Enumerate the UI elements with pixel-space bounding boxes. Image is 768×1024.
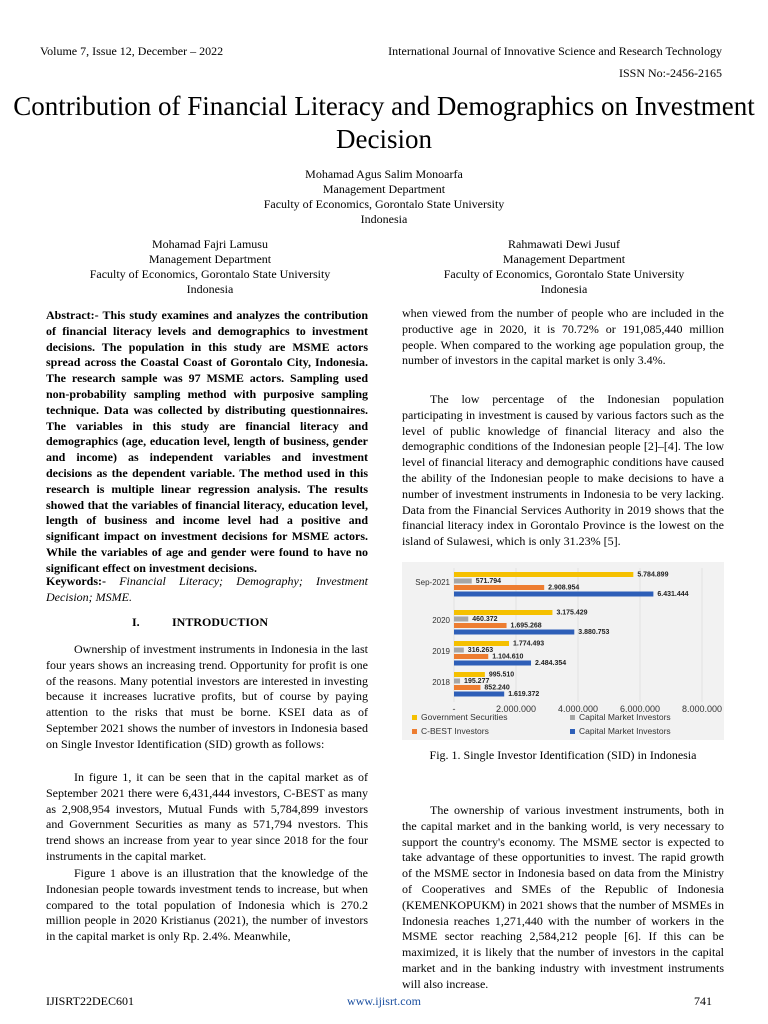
data-label: 852.240 <box>484 684 510 692</box>
url-link[interactable]: www.ijisrt.com <box>347 994 421 1008</box>
legend-entry: Capital Market Investors <box>579 712 671 722</box>
author-country: Indonesia <box>186 282 234 296</box>
author-3 <box>396 237 732 297</box>
legend-swatch <box>412 715 417 720</box>
author-dept: Management Department <box>502 252 626 266</box>
author-name: Mohamad Fajri Lamusu <box>152 237 268 251</box>
issn: ISSN No:-2456-2165 <box>618 66 722 80</box>
author-name: Rahmawati Dewi Jusuf <box>508 237 620 251</box>
category-label: 2019 <box>432 647 450 656</box>
bar <box>454 672 485 677</box>
right-paragraph-3 <box>402 803 724 993</box>
x-tick-label: 6.000.000 <box>619 704 661 714</box>
author-1 <box>0 167 768 227</box>
legend-entry: C-BEST Investors <box>421 726 489 736</box>
data-label: 995.510 <box>488 671 515 679</box>
legend-swatch <box>570 715 575 720</box>
x-tick-label: 4.000.000 <box>557 704 599 714</box>
paragraph-text: when viewed from the number of people who are included in the productive age in 2020, it is 70.72% or 191,085,440 million people. When compared to the working age population group, the number of investors in the capital market is only 3.4%. <box>402 306 724 368</box>
keywords <box>46 574 368 606</box>
right-paragraph-2 <box>402 392 724 550</box>
paragraph-text: Ownership of investment instruments in Indonesia in the last four years shows an increasing trend. Opportunity for profit is one of the reasons. Many potential investors are interested in investing because it increases lucrative profits, but of course by paying attention to the risks that must be borne. KSEI data as of September 2021 shows the number of investors in Indonesia based on Single Investor Identification (SID) growth as follows: <box>46 642 368 751</box>
legend-entry: Government Securities <box>421 712 508 722</box>
x-tick-label: - <box>452 704 456 714</box>
category-label: Sep-2021 <box>415 578 450 587</box>
bar <box>454 692 504 697</box>
data-label: 3.880.753 <box>578 629 610 636</box>
bar <box>454 572 633 577</box>
legend-swatch <box>412 729 417 734</box>
keywords-label: Keywords:- <box>46 574 106 588</box>
category-label: 2020 <box>432 616 450 625</box>
abstract: Abstract:- This study examines and analyzes the contribution of financial literacy levels and demographics to investment decisions. The population in this study are MSME actors spread across the Coastal Coast of Gorontalo City, Indonesia. The research sample was 97 MSME actors. Sampling used non-probability sampling method with purposive sampling technique. Data was collected by distributing questionnaires. The variables in this study are financial literacy and demographics (age, education level, length of business, gender and income) as independent variables and investment decisions as the dependent variable. The method used in this research is multiple linear regression analysis. The results showed that the variables of financial literacy, education level, length of business and income level had a positive and significant impact on investment decisions for MSME actors. While the variables of age and gender were found to have no significant effect on investment decisions. <box>46 308 368 575</box>
bar <box>454 661 531 666</box>
paragraph-text: The low percentage of the Indonesian population participating in investment is caused by various factors such as the level of public knowledge of financial literacy and also the demographic conditions of the Indonesian people [2]–[4]. The low level of financial literacy and demographic conditions have caused the ability of the Indonesian people to make decisions to have a number of investment instruments in Indonesia to be very lacking. Data from the Financial Services Authority in 2019 shows that the financial literacy index in Gorontalo Province is the lowest on the island of Sulawesi, which is only 31.23% [5]. <box>402 392 724 549</box>
intro-paragraph-1 <box>46 642 368 753</box>
figure-caption: Fig. 1. Single Investor Identification (SID) in Indonesia <box>429 748 697 762</box>
journal-url[interactable] <box>0 994 768 1009</box>
section-number: I. <box>132 615 140 629</box>
x-tick-label: 8.000.000 <box>681 704 723 714</box>
data-label: 571.794 <box>475 578 502 585</box>
bar <box>454 654 488 659</box>
bar <box>454 630 574 635</box>
bar <box>454 610 552 615</box>
author-2 <box>40 237 380 297</box>
legend-entry: Capital Market Investors <box>579 726 671 736</box>
author-faculty: Faculty of Economics, Gorontalo State University <box>263 197 505 211</box>
author-name: Mohamad Agus Salim Monoarfa <box>305 167 463 181</box>
author-dept: Management Department <box>322 182 446 196</box>
page-number: 741 <box>694 994 712 1008</box>
volume-info: Volume 7, Issue 12, December – 2022 <box>40 44 224 58</box>
author-country: Indonesia <box>540 282 588 296</box>
bar <box>454 617 468 622</box>
data-label: 6.431.444 <box>657 591 689 598</box>
paper-title: Contribution of Financial Literacy and Demographics on Investment Decision <box>13 91 755 154</box>
data-label: 195.277 <box>464 678 490 685</box>
bar <box>454 648 464 653</box>
data-label: 5.784.899 <box>637 571 669 579</box>
data-label: 1.695.268 <box>510 622 542 630</box>
right-paragraph-1 <box>402 306 724 369</box>
paper-code: IJISRT22DEC601 <box>46 994 134 1008</box>
legend-swatch <box>570 729 575 734</box>
data-label: 3.175.429 <box>556 609 588 617</box>
bar <box>454 641 509 646</box>
bar <box>454 579 472 584</box>
author-faculty: Faculty of Economics, Gorontalo State University <box>89 267 331 281</box>
bar <box>454 685 480 690</box>
author-dept: Management Department <box>148 252 272 266</box>
paragraph-text: In figure 1, it can be seen that in the capital market as of September 2021 there were 6,431,444 investors, C-BEST as many as 2,908,954 investors, Mutual Funds with 5,784,899 investors and Government Securities as many as 571,794 nvestors. This trend shows an increase from year to year since 2018 for the four instruments in the capital market. <box>46 770 368 863</box>
data-label: 1.774.493 <box>513 640 545 648</box>
data-label: 1.104.610 <box>492 653 524 661</box>
bar <box>454 592 653 597</box>
x-tick-label: 2.000.000 <box>495 704 537 714</box>
section-title: INTRODUCTION <box>172 615 269 629</box>
data-label: 1.619.372 <box>508 691 540 698</box>
author-faculty: Faculty of Economics, Gorontalo State University <box>443 267 685 281</box>
journal-name: International Journal of Innovative Science and Research Technology <box>388 44 722 58</box>
sid-bar-chart <box>402 562 724 740</box>
bar <box>454 585 544 590</box>
data-label: 2.484.354 <box>535 660 567 667</box>
intro-paragraph-2 <box>46 770 368 865</box>
bar <box>454 623 507 628</box>
keywords-text: Financial Literacy; Demography; Investment Decision; MSME. <box>46 574 368 604</box>
paragraph-text: The ownership of various investment instruments, both in the capital market and in the banking world, is very necessary to support the country's economy. The MSME sector is expected to take advantage of these opportunities to invest. The rapid growth of the MSME sector in Indonesia based on data from the Ministry of Cooperatives and SMEs of the Republic of Indonesia (KEMENKOPUKM) in 2021 shows that the number of MSMEs in Indonesia reaches 1,271,440 with the number of workers in the MSME sector reaching 2,584,212 people [6]. If this can be maximized, it is likely that the number of investors in the capital market and in the banking industry with investment instruments will also increase. <box>402 803 724 991</box>
data-label: 460.372 <box>472 616 498 623</box>
bar <box>454 679 460 684</box>
intro-paragraph-3 <box>46 866 368 945</box>
category-label: 2018 <box>432 678 450 687</box>
paragraph-text: Figure 1 above is an illustration that the knowledge of the Indonesian people towards investment tends to increase, but when compared to the total population of Indonesia which is 270.2 million people in 2020 Kristianus (2021), the number of investors in the capital market is only Rp. 2.4%. Meanwhile, <box>46 866 368 944</box>
data-label: 2.908.954 <box>548 584 580 592</box>
author-country: Indonesia <box>360 212 408 226</box>
data-label: 316.263 <box>467 647 494 654</box>
